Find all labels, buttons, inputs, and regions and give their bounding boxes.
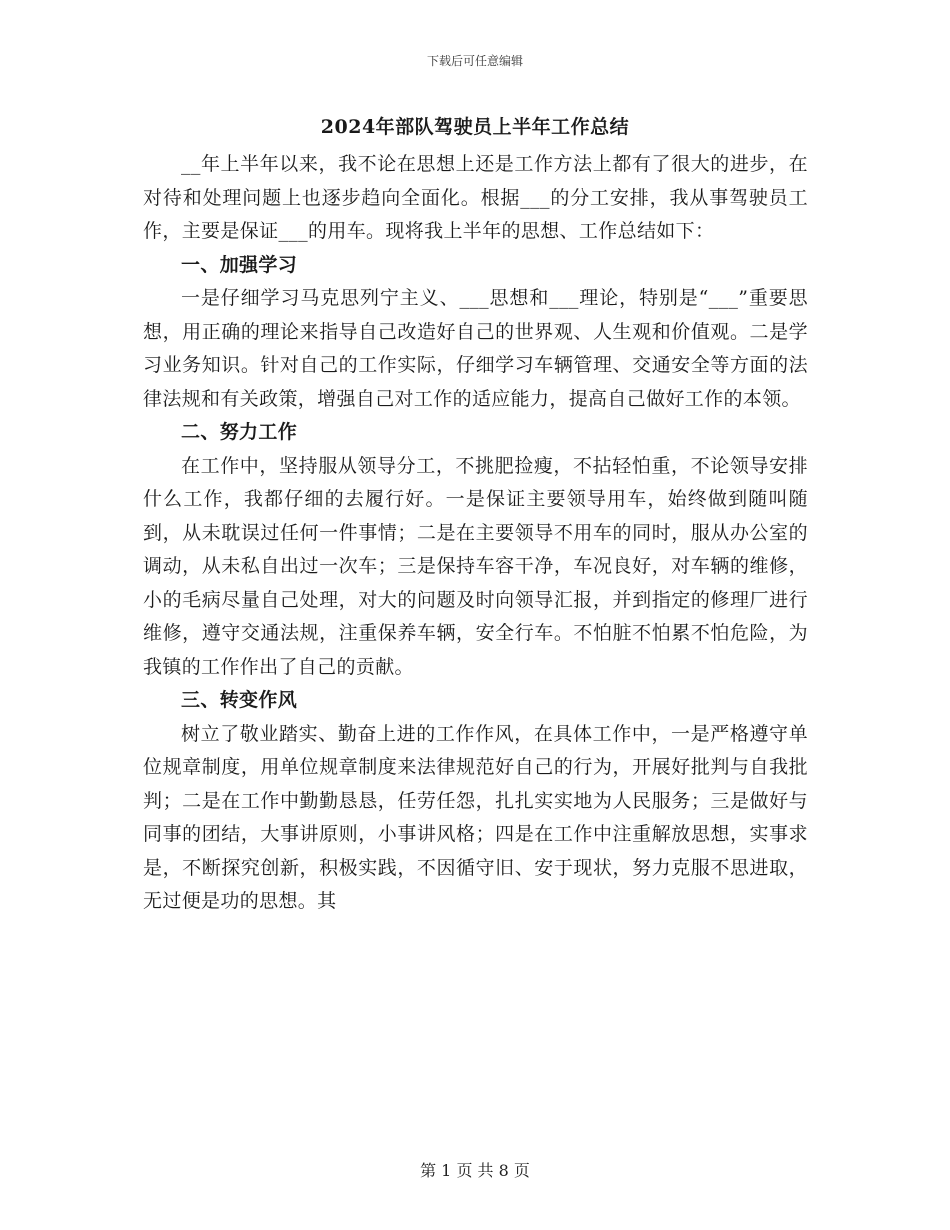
section-paragraph-style: 树立了敬业踏实、勤奋上进的工作作风，在具体工作中，一是严格遵守单位规章制度，用单位规章制度来法律规范好自己的行为，开展好批判与自我批判；二是在工作中勤勤恳恳，任劳任怨，扎扎实实地为人民服务；三是做好与同事的团结，大事讲原则，小事讲风格；四是在工作中注重解放思想，实事求是，不断探究创新，积极实践，不因循守旧、安于现状，努力克服不思进取，无过便是功的思想。其	[143, 722, 808, 912]
section-heading-study: 一、加强学习	[181, 253, 298, 276]
header-note: 下载后可任意编辑	[426, 54, 523, 68]
document-title: 2024年部队驾驶员上半年工作总结	[320, 116, 630, 138]
page-number-footer: 第 1 页 共 8 页	[420, 1161, 530, 1180]
section-paragraph-work: 在工作中，坚持服从领导分工，不挑肥捡瘦，不拈轻怕重，不论领导安排什么工作，我都仔细的去履行好。一是保证主要领导用车，始终做到随叫随到，从未耽误过任何一件事情；二是在主要领导不用车的同时，服从办公室的调动，从未私自出过一次车；三是保持车容干净，车况良好，对车辆的维修，小的毛病尽量自己处理，对大的问题及时向领导汇报，并到指定的修理厂进行维修，遵守交通法规，注重保养车辆，安全行车。不怕脏不怕累不怕危险，为我镇的工作作出了自己的贡献。	[143, 454, 808, 678]
section-heading-work: 二、努力工作	[181, 421, 298, 443]
section-paragraph-study: 一是仔细学习马克思列宁主义、___思想和___理论，特别是“___”重要思想，用正确的理论来指导自己改造好自己的世界观、人生观和价值观。二是学习业务知识。针对自己的工作实际，仔细学习车辆管理、交通安全等方面的法律法规和有关政策，增强自己对工作的适应能力，提高自己做好工作的本领。	[143, 287, 808, 410]
document-body	[143, 148, 808, 919]
intro-paragraph: __年上半年以来，我不论在思想上还是工作方法上都有了很大的进步，在对待和处理问题上也逐步趋向全面化。根据___的分工安排，我从事驾驶员工作，主要是保证___的用车。现将我上半年的思想、工作总结如下：	[143, 153, 808, 242]
section-heading-style: 三、转变作风	[181, 689, 298, 711]
